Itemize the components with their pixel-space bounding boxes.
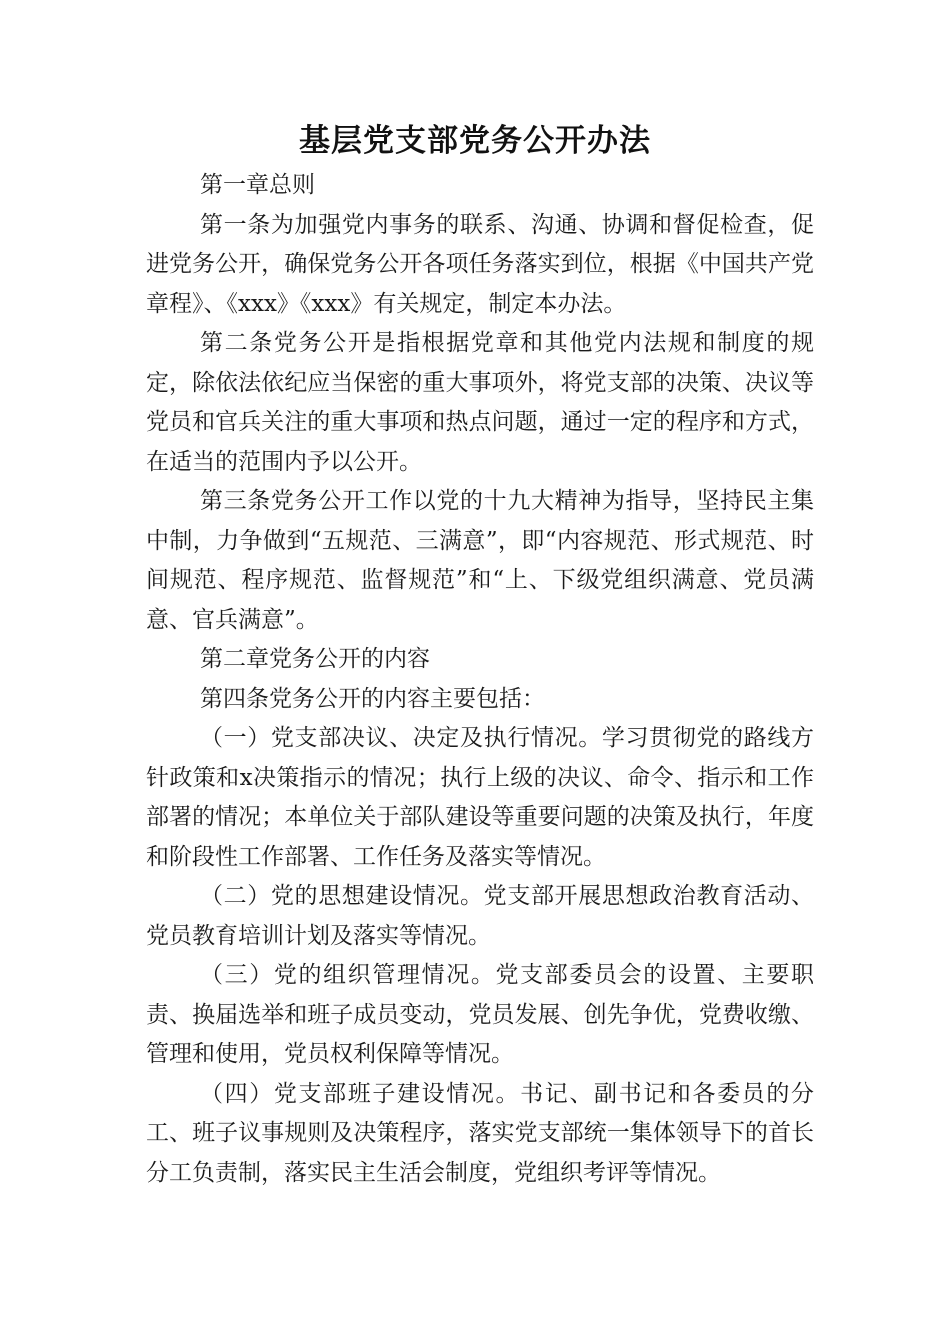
list-item-paragraph: （四）党支部班子建设情况。书记、副书记和各委员的分工、班子议事规则及决策程序，落实党支部统一集体领导下的首长分工负责制，落实民主生活会制度，党组织考评等情况。 <box>146 1080 814 1186</box>
article-paragraph: 第三条党务公开工作以党的十九大精神为指导，坚持民主集中制，力争做到“五规范、三满意”，即“内容规范、形式规范、时间规范、程序规范、监督规范”和“上、下级党组织满意、党员满意、官兵满意”。 <box>146 488 814 633</box>
document-title: 基层党支部党务公开办法 <box>299 123 651 159</box>
article-paragraph: 第二条党务公开是指根据党章和其他党内法规和制度的规定，除依法依纪应当保密的重大事项外，将党支部的决策、决议等党员和官兵关注的重大事项和热点问题，通过一定的程序和方式，在适当的范围内予以公开。 <box>146 330 814 475</box>
document-body <box>146 166 814 1193</box>
chapter-heading: 第二章党务公开的内容 <box>200 646 430 672</box>
list-item-paragraph: （二）党的思想建设情况。党支部开展思想政治教育活动、党员教育培训计划及落实等情况。 <box>146 883 814 949</box>
list-item-paragraph: （一）党支部决议、决定及执行情况。学习贯彻党的路线方针政策和x决策指示的情况；执行上级的决议、命令、指示和工作部署的情况；本单位关于部队建设等重要问题的决策及执行，年度和阶段性工作部署、工作任务及落实等情况。 <box>146 725 814 870</box>
chapter-heading: 第一章总则 <box>200 172 315 198</box>
article-paragraph: 第四条党务公开的内容主要包括： <box>200 685 545 712</box>
list-item-paragraph: （三）党的组织管理情况。党支部委员会的设置、主要职责、换届选举和班子成员变动，党员发展、创先争优，党费收缴、管理和使用，党员权利保障等情况。 <box>146 962 814 1067</box>
article-paragraph: 第一条为加强党内事务的联系、沟通、协调和督促检查，促进党务公开，确保党务公开各项任务落实到位，根据《中国共产党章程》、《xxx》《xxx》有关规定，制定本办法。 <box>146 211 814 317</box>
